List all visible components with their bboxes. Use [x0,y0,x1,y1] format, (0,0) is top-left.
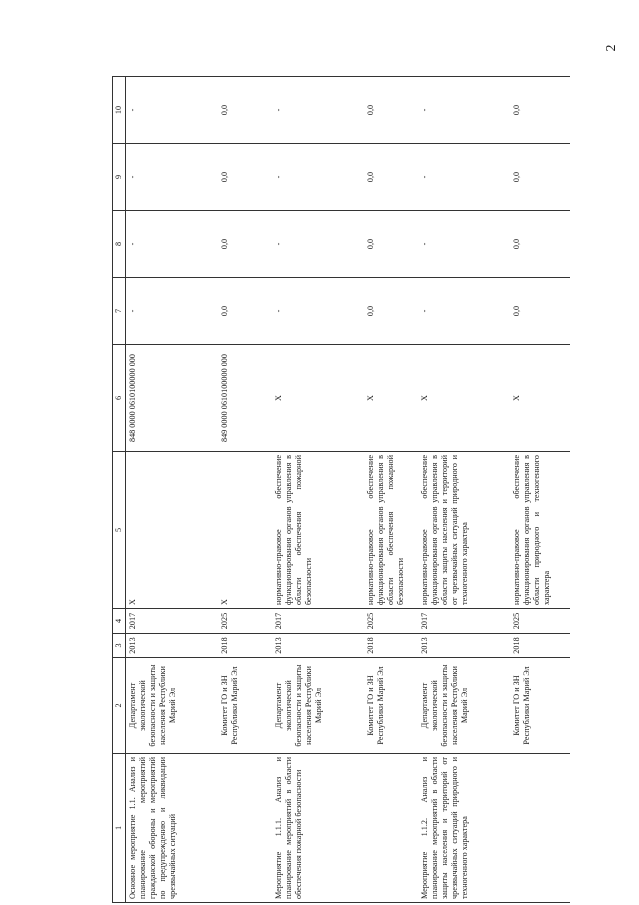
cell-col-2: Комитет ГО и ЗН Республики Марий Эл [510,658,570,754]
column-header-4: 4 [113,609,126,634]
table-row [272,77,364,903]
column-header-8: 8 [113,211,126,278]
cell-col-3: 2018 [364,634,418,658]
page-number: 2 [604,44,619,52]
cell-col-9: 0,0 [364,144,418,211]
cell-col-5: X [218,452,272,609]
cell-col-7: - [126,278,218,345]
cell-col-1: Мероприятие 1.1.2. Анализ и планирование мероприятий в области защиты населения и территорий от чрезвычайных ситуаций природного и техногенного характера [418,754,510,903]
cell-col-9: - [272,144,364,211]
cell-col-7: - [272,278,364,345]
cell-col-4: 2017 [126,609,218,634]
cell-col-2: Департамент экологической безопасности и защиты населения Республики Марий Эл [126,658,218,754]
cell-col-8: - [418,211,510,278]
cell-col-7: - [418,278,510,345]
cell-col-4: 2025 [218,609,272,634]
cell-col-5: нормативно-правовое обеспечение функционирования органов управления в области природного и техногенного характера [510,452,570,609]
column-header-1: 1 [113,754,126,903]
column-header-5: 5 [113,452,126,609]
cell-col-8: 0,0 [510,211,570,278]
cell-col-1: Мероприятие 1.1.1. Анализ и планирование мероприятий в области обеспечения пожарной безопасности [272,754,364,903]
cell-col-10: 0,0 [218,77,272,144]
table-row [126,77,218,903]
cell-col-5: X [126,452,218,609]
cell-col-7: 0,0 [364,278,418,345]
cell-col-10: - [126,77,218,144]
cell-col-1: Основное мероприятие 1.1. Анализ и планирование мероприятий гражданской обороны и мероприятий по предупреждению и ликвидации чрезвычайных ситуаций [126,754,218,903]
cell-col-8: - [272,211,364,278]
cell-col-4: 2017 [418,609,510,634]
column-header-7: 7 [113,278,126,345]
cell-col-6: 848 0000 0610100000 000 [126,345,218,452]
cell-col-10: 0,0 [510,77,570,144]
table-row [510,77,570,903]
cell-col-3: 2018 [510,634,570,658]
rotated-table-sheet [112,77,551,903]
cell-col-4: 2025 [510,609,570,634]
table-row [418,77,510,903]
table-row [218,77,272,903]
column-header-3: 3 [113,634,126,658]
column-header-10: 10 [113,77,126,144]
table-row [364,77,418,903]
cell-col-1 [364,754,418,903]
column-header-2: 2 [113,658,126,754]
cell-col-7: 0,0 [510,278,570,345]
cell-col-2: Комитет ГО и ЗН Республики Марий Эл [218,658,272,754]
cell-col-6: X [272,345,364,452]
cell-col-6: X [510,345,570,452]
cell-col-3: 2013 [418,634,510,658]
cell-col-3: 2013 [272,634,364,658]
cell-col-9: - [418,144,510,211]
cell-col-9: 0,0 [510,144,570,211]
cell-col-2: Департамент экологической безопасности и защиты населения Республики Марий Эл [272,658,364,754]
cell-col-5: нормативно-правовое обеспечение функционирования органов управления в области защиты населения и территорий от чрезвычайных ситуаций природного и техногенного характера [418,452,510,609]
cell-col-1 [218,754,272,903]
cell-col-3: 2018 [218,634,272,658]
cell-col-10: 0,0 [364,77,418,144]
cell-col-6: 849 0000 0610100000 000 [218,345,272,452]
header-row [113,77,126,903]
cell-col-2: Комитет ГО и ЗН Республики Марий Эл [364,658,418,754]
cell-col-8: - [126,211,218,278]
cell-col-3: 2013 [126,634,218,658]
cell-col-8: 0,0 [364,211,418,278]
cell-col-7: 0,0 [218,278,272,345]
cell-col-9: 0,0 [218,144,272,211]
column-header-9: 9 [113,144,126,211]
cell-col-10: - [272,77,364,144]
cell-col-1 [510,754,570,903]
cell-col-2: Департамент экологической безопасности и защиты населения Республики Марий Эл [418,658,510,754]
program-activities-table [112,76,570,903]
cell-col-6: X [364,345,418,452]
cell-col-5: нормативно-правовое обеспечение функционирования органов управления в области обеспечения пожарной безопасности [272,452,364,609]
cell-col-5: нормативно-правовое обеспечение функционирования органов управления в области обеспечения пожарной безопасности [364,452,418,609]
cell-col-10: - [418,77,510,144]
cell-col-6: X [418,345,510,452]
column-header-6: 6 [113,345,126,452]
cell-col-9: - [126,144,218,211]
cell-col-4: 2017 [272,609,364,634]
cell-col-8: 0,0 [218,211,272,278]
cell-col-4: 2025 [364,609,418,634]
